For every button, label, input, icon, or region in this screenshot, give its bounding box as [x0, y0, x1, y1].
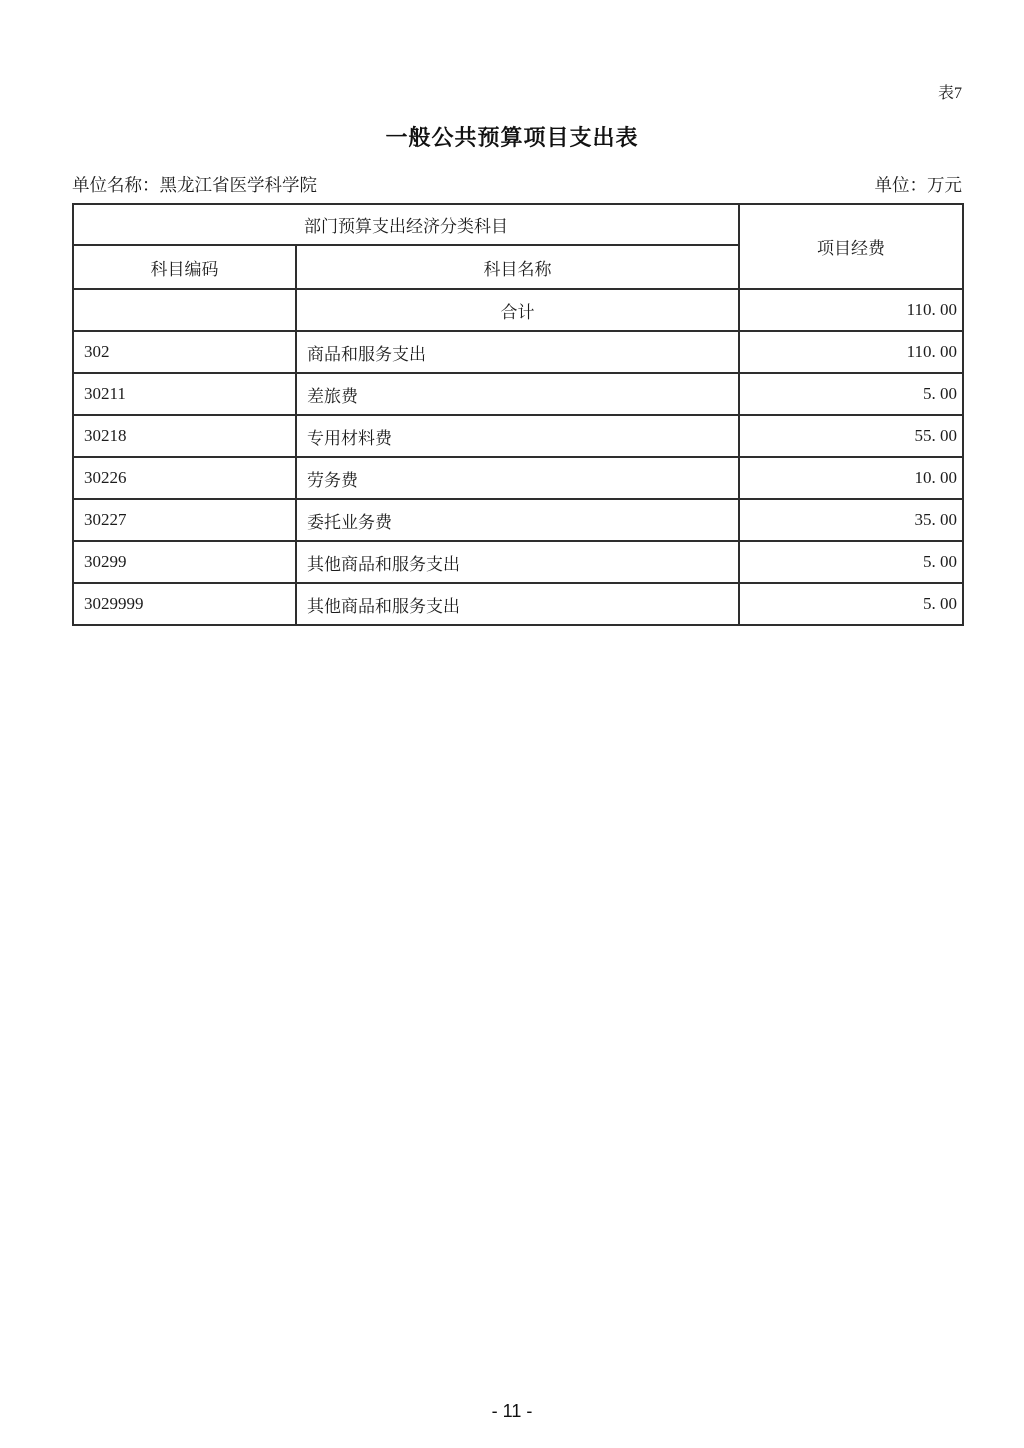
code-cell: 3029999 [73, 583, 296, 625]
amount-cell: 5. 00 [739, 583, 963, 625]
name-cell: 其他商品和服务支出 [296, 541, 739, 583]
header-economic-classification: 部门预算支出经济分类科目 [73, 204, 739, 245]
table-row [73, 583, 963, 625]
name-cell: 商品和服务支出 [296, 331, 739, 373]
code-cell: 302 [73, 331, 296, 373]
amount-cell: 5. 00 [739, 541, 963, 583]
page-number: - 11 - [491, 1401, 533, 1421]
amount-cell: 10. 00 [739, 457, 963, 499]
table-row [73, 457, 963, 499]
amount-cell: 5. 00 [739, 373, 963, 415]
name-cell: 差旅费 [296, 373, 739, 415]
amount-cell: 110. 00 [739, 331, 963, 373]
meta-row [72, 172, 962, 197]
header-subject-name: 科目名称 [296, 245, 739, 289]
code-cell: 30218 [73, 415, 296, 457]
amount-cell: 35. 00 [739, 499, 963, 541]
budget-table [72, 203, 964, 626]
unit-measure-label: 单位：万元 [874, 175, 962, 195]
header-row-group [73, 204, 963, 245]
table-row [73, 415, 963, 457]
page-title: 一般公共预算项目支出表 [385, 125, 639, 150]
unit-name-label: 单位名称：黑龙江省医学科学院 [72, 175, 317, 195]
table-row-total [73, 289, 963, 331]
code-cell: 30299 [73, 541, 296, 583]
name-cell: 劳务费 [296, 457, 739, 499]
table-row [73, 373, 963, 415]
table-row [73, 499, 963, 541]
amount-cell: 55. 00 [739, 415, 963, 457]
name-cell: 专用材料费 [296, 415, 739, 457]
header-subject-code: 科目编码 [73, 245, 296, 289]
header-project-funds: 项目经费 [739, 204, 963, 289]
code-cell [73, 289, 296, 331]
table-row [73, 331, 963, 373]
name-cell: 其他商品和服务支出 [296, 583, 739, 625]
code-cell: 30211 [73, 373, 296, 415]
code-cell: 30227 [73, 499, 296, 541]
amount-cell: 110. 00 [739, 289, 963, 331]
name-cell: 合计 [296, 289, 739, 331]
table-number-label: 表7 [937, 85, 962, 102]
table-row [73, 541, 963, 583]
name-cell: 委托业务费 [296, 499, 739, 541]
code-cell: 30226 [73, 457, 296, 499]
